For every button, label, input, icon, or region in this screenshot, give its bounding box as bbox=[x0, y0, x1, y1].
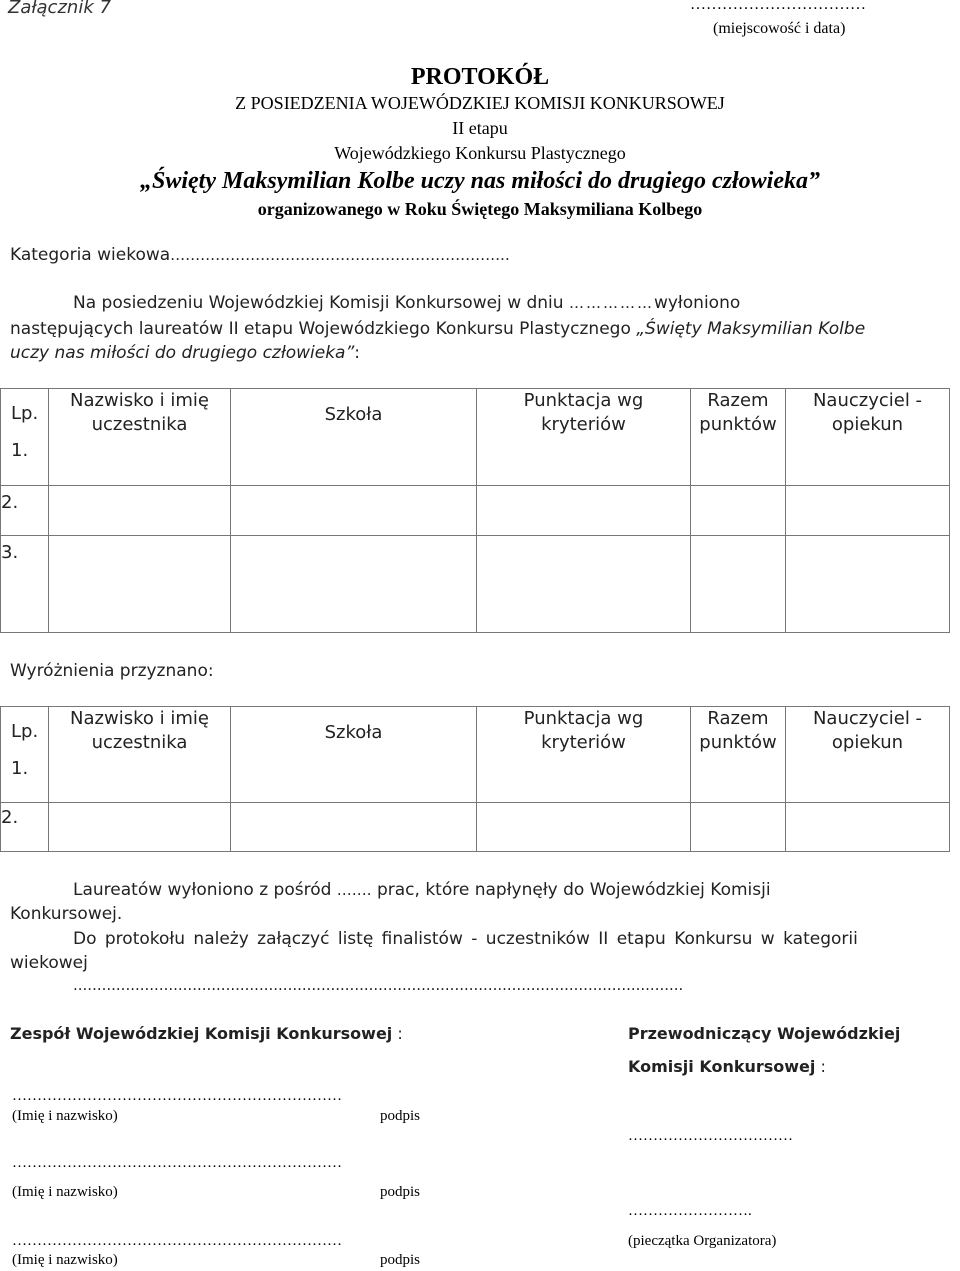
table-cell[interactable] bbox=[691, 803, 786, 852]
col-total-header-line: Razem bbox=[707, 390, 769, 411]
table-cell[interactable] bbox=[786, 803, 950, 852]
col-score-header-line: Punktacja wg bbox=[523, 390, 644, 411]
table-cell[interactable] bbox=[49, 536, 231, 633]
col-school-header bbox=[231, 389, 477, 486]
table-cell bbox=[1, 707, 49, 803]
intro-italic-title: „Święty Maksymilian Kolbe bbox=[636, 319, 866, 339]
title-line-3: Wojewódzkiego Konkursu Plastycznego bbox=[334, 143, 626, 163]
col-lp-header: Lp. bbox=[11, 721, 39, 742]
row-number: 3. bbox=[1, 536, 49, 633]
table-row bbox=[1, 707, 950, 803]
title-line-1: Z POSIEDZENIA WOJEWÓDZKIEJ KOMISJI KONKURSOWEJ bbox=[235, 93, 725, 113]
col-total-header-line: punktów bbox=[699, 414, 777, 435]
col-total-header bbox=[691, 389, 786, 486]
col-teacher-header bbox=[786, 389, 950, 486]
sign-label-2: podpis bbox=[380, 1184, 421, 1200]
protocol-note-dots: ................................................................................................................................ bbox=[73, 976, 684, 994]
col-teacher-header-line: Nauczyciel - bbox=[812, 708, 923, 729]
count-dots: ……. bbox=[336, 881, 372, 899]
place-date-label: (miejscowość i data) bbox=[713, 20, 846, 37]
chair-label-2-text: Komisji Konkursowej bbox=[628, 1057, 816, 1076]
table-cell bbox=[1, 389, 49, 486]
signature-dots-2: ………………………………………………………… bbox=[12, 1155, 342, 1171]
sign-label-3: podpis bbox=[380, 1252, 421, 1268]
table-cell[interactable] bbox=[231, 536, 477, 633]
title-line-5: organizowanego w Roku Świętego Maksymiliana Kolbego bbox=[257, 199, 703, 219]
intro-text: Na posiedzeniu Wojewódzkiej Komisji Konkursowej w dniu bbox=[73, 293, 569, 313]
sign-label-1: podpis bbox=[380, 1108, 421, 1124]
col-school-header-line: Szkoła bbox=[324, 722, 383, 743]
col-school-header bbox=[231, 707, 477, 803]
name-label-3: (Imię i nazwisko) bbox=[12, 1252, 118, 1268]
intro-text: następujących laureatów II etapu Wojewódzkiego Konkursu Plastycznego bbox=[10, 319, 637, 339]
title-line-2: II etapu bbox=[452, 118, 508, 138]
intro-line-1 bbox=[73, 293, 740, 313]
date-dots: …………… bbox=[568, 294, 654, 312]
table-cell[interactable] bbox=[231, 486, 477, 536]
col-total-header-line: punktów bbox=[699, 732, 777, 753]
place-date-dots: …………………………… bbox=[690, 0, 866, 13]
footer-text: Laureatów wyłoniono z pośród bbox=[73, 880, 337, 900]
name-label-1: (Imię i nazwisko) bbox=[12, 1108, 118, 1124]
table-row bbox=[1, 803, 950, 852]
col-score-header-line: kryteriów bbox=[541, 732, 626, 753]
col-teacher-header-line: opiekun bbox=[831, 414, 904, 435]
row-number: 2. bbox=[1, 486, 49, 536]
table-cell[interactable] bbox=[477, 486, 691, 536]
intro-line-3 bbox=[10, 343, 360, 363]
chair-dots-1: …………………………… bbox=[628, 1128, 793, 1144]
table-cell[interactable] bbox=[691, 536, 786, 633]
col-name-header bbox=[49, 707, 231, 803]
col-name-header-line: uczestnika bbox=[91, 414, 188, 435]
intro-text: wyłoniono bbox=[653, 293, 741, 313]
intro-italic-title: uczy nas miłości do drugiego człowieka” bbox=[10, 343, 355, 363]
laureates-table bbox=[0, 388, 950, 633]
row-number: 2. bbox=[1, 803, 49, 852]
distinctions-label: Wyróżnienia przyznano: bbox=[10, 661, 214, 681]
col-score-header bbox=[477, 707, 691, 803]
laureates-count-line-2: Konkursowej. bbox=[10, 904, 123, 924]
commission-label bbox=[10, 1024, 403, 1043]
laureates-count-line bbox=[73, 880, 771, 900]
colon: : bbox=[397, 1024, 403, 1043]
protocol-title: PROTOKÓŁ bbox=[410, 64, 550, 90]
col-score-header bbox=[477, 389, 691, 486]
table-cell[interactable] bbox=[477, 536, 691, 633]
col-score-header-line: Punktacja wg bbox=[523, 708, 644, 729]
age-category-label: Kategoria wiekowa bbox=[10, 245, 171, 265]
col-name-header-line: uczestnika bbox=[91, 732, 188, 753]
colon: : bbox=[820, 1057, 826, 1076]
table-cell[interactable] bbox=[231, 803, 477, 852]
table-cell[interactable] bbox=[49, 803, 231, 852]
col-total-header-line: Razem bbox=[707, 708, 769, 729]
intro-text: : bbox=[354, 343, 361, 363]
col-name-header-line: Nazwisko i imię bbox=[70, 390, 209, 411]
table-cell[interactable] bbox=[691, 486, 786, 536]
chair-label-2 bbox=[628, 1057, 826, 1076]
distinctions-table bbox=[0, 706, 950, 852]
col-school-header-line: Szkoła bbox=[324, 404, 383, 425]
table-cell[interactable] bbox=[477, 803, 691, 852]
table-row bbox=[1, 389, 950, 486]
table-cell[interactable] bbox=[49, 486, 231, 536]
signature-dots-3: ………………………………………………………… bbox=[12, 1233, 342, 1249]
col-total-header bbox=[691, 707, 786, 803]
col-lp-header: Lp. bbox=[11, 403, 39, 424]
table-cell[interactable] bbox=[786, 536, 950, 633]
age-category bbox=[10, 245, 510, 265]
table-row bbox=[1, 536, 950, 633]
name-label-2: (Imię i nazwisko) bbox=[12, 1184, 118, 1200]
intro-line-2 bbox=[10, 319, 865, 339]
col-teacher-header-line: Nauczyciel - bbox=[812, 390, 923, 411]
col-teacher-header bbox=[786, 707, 950, 803]
stamp-label: (pieczątka Organizatora) bbox=[628, 1233, 777, 1249]
table-row bbox=[1, 486, 950, 536]
attachment-label: Załącznik 7 bbox=[8, 0, 111, 18]
protocol-note-line-2: wiekowej bbox=[10, 953, 88, 973]
chair-dots-2: ……………………. bbox=[628, 1203, 752, 1219]
commission-label-text: Zespół Wojewódzkiej Komisji Konkursowej bbox=[10, 1024, 393, 1043]
col-score-header-line: kryteriów bbox=[541, 414, 626, 435]
age-category-dots: ………………………………………………………….. bbox=[170, 246, 510, 264]
table-cell[interactable] bbox=[786, 486, 950, 536]
footer-text: prac, które napłynęły do Wojewódzkiej Komisji bbox=[371, 880, 771, 900]
col-name-header-line: Nazwisko i imię bbox=[70, 708, 209, 729]
signature-dots-1: ………………………………………………………… bbox=[12, 1088, 342, 1104]
row-number: 1. bbox=[11, 440, 29, 461]
col-teacher-header-line: opiekun bbox=[831, 732, 904, 753]
chair-label-1: Przewodniczący Wojewódzkiej bbox=[628, 1024, 901, 1043]
col-name-header bbox=[49, 389, 231, 486]
protocol-note-line-1: Do protokołu należy załączyć listę finalistów - uczestników II etapu Konkursu w kategorii bbox=[73, 929, 858, 949]
row-number: 1. bbox=[11, 758, 29, 779]
title-line-4: „Święty Maksymilian Kolbe uczy nas miłości do drugiego człowieka” bbox=[139, 168, 820, 194]
